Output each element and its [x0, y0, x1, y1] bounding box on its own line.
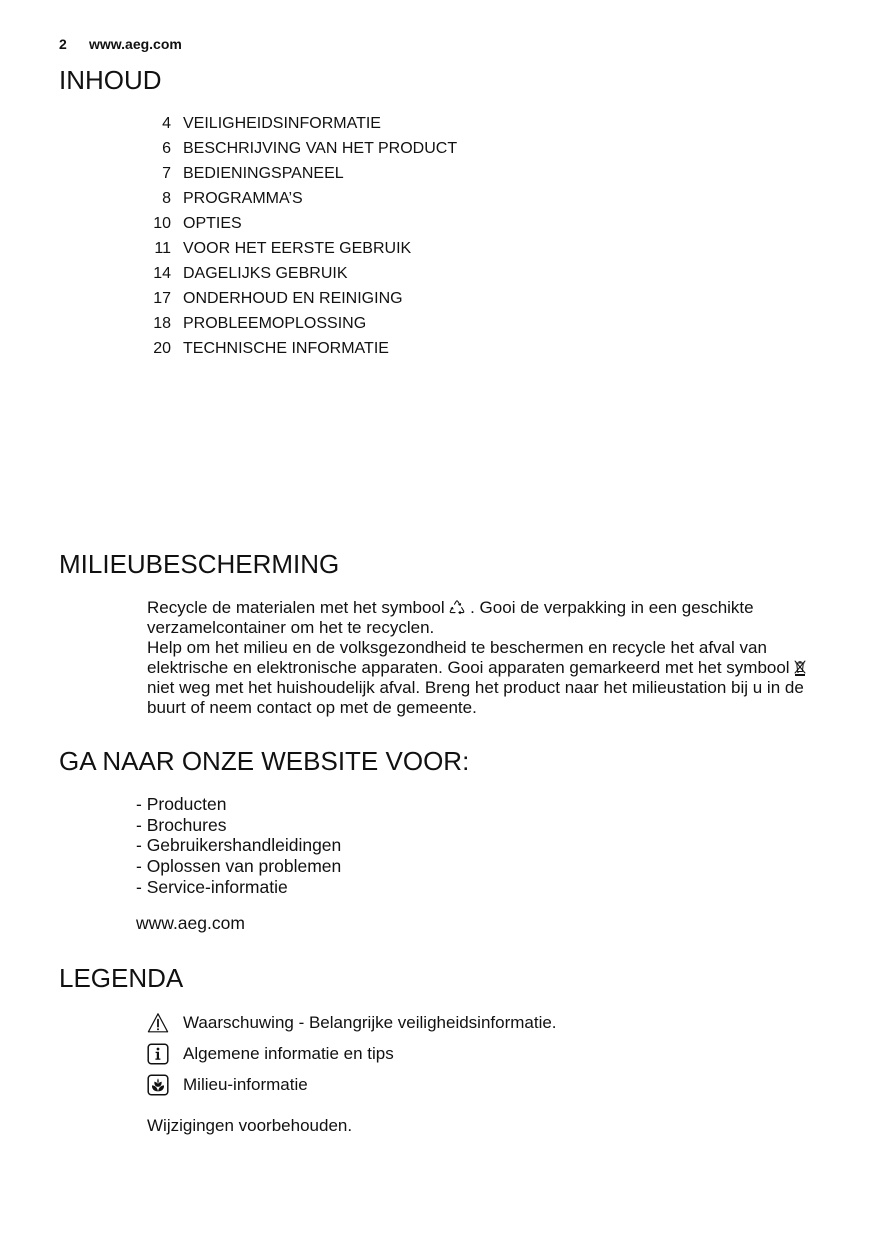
toc-entry-label: VEILIGHEIDSINFORMATIE: [183, 115, 381, 132]
paragraph-line: verzamelcontainer om het te recyclen.: [147, 618, 435, 637]
toc-entry: [140, 336, 457, 361]
toc-page-number: 4: [162, 115, 171, 132]
legend-item-text: Milieu-informatie: [183, 1075, 308, 1094]
info-icon: [147, 1043, 169, 1065]
paragraph-line: Help om het milieu en de volksgezondheid te beschermen en recycle het afval van: [147, 638, 767, 657]
toc-entry: [140, 186, 457, 211]
disclaimer-note: Wijzigingen voorbehouden.: [147, 1116, 353, 1135]
toc-entry-label: PROGRAMMA’S: [183, 190, 303, 207]
legend-item-info: [147, 1043, 394, 1065]
warning-icon: [147, 1012, 169, 1034]
legend-item-text: Waarschuwing - Belangrijke veiligheidsinformatie.: [183, 1013, 557, 1032]
toc-entry-label: OPTIES: [183, 215, 242, 232]
toc-entry-label: PROBLEEMOPLOSSING: [183, 315, 367, 332]
toc-entry-label: VOOR HET EERSTE GEBRUIK: [183, 240, 412, 257]
toc-title: INHOUD: [59, 65, 162, 95]
toc-entry-label: ONDERHOUD EN REINIGING: [183, 290, 403, 307]
toc-page-number: 20: [153, 340, 171, 357]
list-item: - Service-informatie: [136, 876, 288, 897]
legend-item-environment: [147, 1074, 308, 1096]
toc-page-number: 14: [153, 265, 171, 282]
list-item: - Brochures: [136, 814, 227, 835]
crossed-bin-icon: [794, 659, 806, 676]
toc-page-number: 18: [153, 315, 171, 332]
paragraph-line: niet weg met het huishoudelijk afval. Breng het product naar het milieustation bij u in de: [147, 678, 804, 697]
toc-page-number: 17: [153, 290, 171, 307]
table-of-contents: [140, 111, 457, 361]
paragraph-line: buurt of neem contact op met de gemeente.: [147, 698, 477, 717]
page-number: 2: [59, 36, 67, 52]
toc-entry: [140, 236, 457, 261]
toc-entry: [140, 161, 457, 186]
toc-page-number: 7: [162, 165, 171, 182]
paragraph-line: [147, 598, 806, 618]
toc-page-number: 8: [162, 190, 171, 207]
paragraph-text: . Gooi de verpakking in een geschikte: [470, 598, 754, 617]
environment-paragraph: [147, 598, 806, 718]
paragraph-text: elektrische en elektronische apparaten. Gooi apparaten gemarkeerd met het symbool: [147, 658, 790, 677]
toc-entry: [140, 136, 457, 161]
list-item: - Producten: [136, 794, 227, 814]
toc-page-number: 6: [162, 140, 171, 157]
recycle-icon: [449, 600, 465, 615]
website-topics-list: [136, 794, 341, 897]
environment-icon: [147, 1074, 169, 1096]
website-url: www.aeg.com: [136, 913, 245, 933]
toc-entry: [140, 211, 457, 236]
toc-entry: [140, 311, 457, 336]
legend-item-warning: [147, 1012, 557, 1034]
toc-entry-label: TECHNISCHE INFORMATIE: [183, 340, 389, 357]
paragraph-line: [147, 658, 806, 678]
list-item: - Oplossen van problemen: [136, 856, 342, 877]
toc-entry-label: BESCHRIJVING VAN HET PRODUCT: [183, 140, 458, 157]
list-item: - Gebruikershandleidingen: [136, 835, 342, 856]
website-title: GA NAAR ONZE WEBSITE VOOR:: [59, 746, 470, 776]
header-url: www.aeg.com: [89, 36, 182, 52]
environment-title: MILIEUBESCHERMING: [59, 549, 340, 579]
toc-entry: [140, 286, 457, 311]
toc-entry: [140, 261, 457, 286]
legend-item-text: Algemene informatie en tips: [183, 1044, 394, 1063]
toc-entry: [140, 111, 457, 136]
toc-entry-label: DAGELIJKS GEBRUIK: [183, 265, 348, 282]
paragraph-text: Recycle de materialen met het symbool: [147, 598, 445, 617]
toc-page-number: 10: [153, 215, 171, 232]
toc-page-number: 11: [154, 240, 171, 257]
toc-entry-label: BEDIENINGSPANEEL: [183, 165, 344, 182]
legend-title: LEGENDA: [59, 963, 184, 993]
